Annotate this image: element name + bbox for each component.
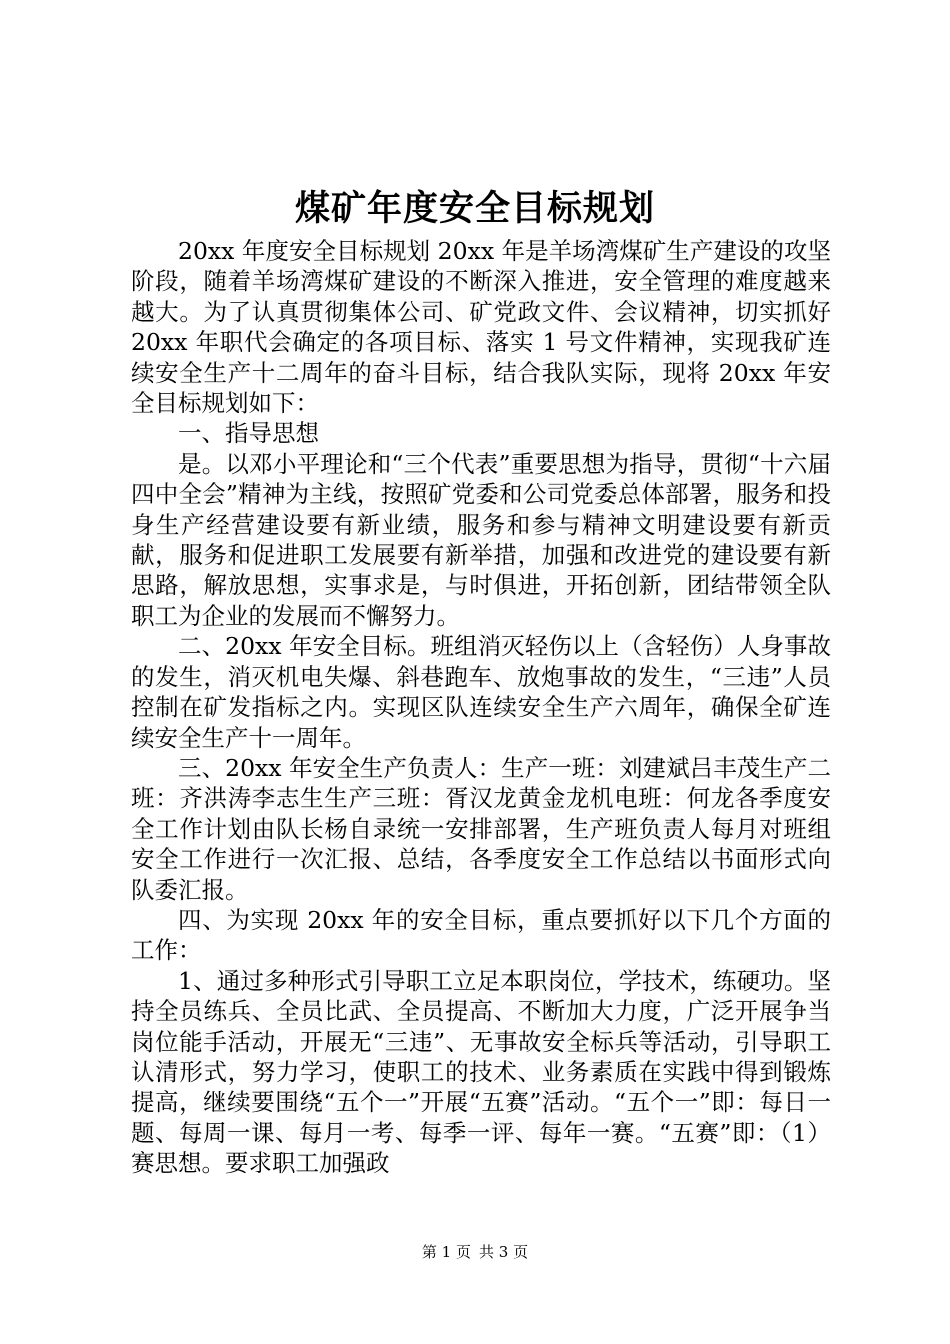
paragraph-responsible-persons: 三、20xx 年安全生产负责人：生产一班：刘建斌吕丰茂生产二班：齐洪涛李志生生产三班：胥汉龙黄金龙机电班：何龙各季度安全工作计划由队长杨自录统一安排部署，生产班负责人每月对班组安全工作进行一次汇报、总结，各季度安全工作总结以书面形式向队委汇报。	[131, 753, 831, 904]
paragraph-guiding-ideology: 是。以邓小平理论和“三个代表”重要思想为指导，贯彻“十六届四中全会”精神为主线，按照矿党委和公司党委总体部署，服务和投身生产经营建设要有新业绩，服务和参与精神文明建设要有新贡献，服务和促进职工发展要有新举措，加强和改进党的建设要有新思路，解放思想，实事求是，与时俱进，开拓创新，团结带领全队职工为企业的发展而不懈努力。	[131, 449, 831, 630]
document-title: 煤矿年度安全目标规划	[294, 188, 655, 229]
document-body	[131, 236, 831, 1179]
page-number: 第 1 页	[421, 1243, 471, 1261]
page-total: 共 3 页	[479, 1243, 529, 1261]
heading-guiding-ideology: 一、指导思想	[178, 419, 319, 448]
paragraph-intro: 20xx 年度安全目标规划 20xx 年是羊场湾煤矿生产建设的攻坚阶段，随着羊场湾煤矿建设的不断深入推进，安全管理的难度越来越大。为了认真贯彻集体公司、矿党政文件、会议精神，切实抓好 20xx 年职代会确定的各项目标、落实 1 号文件精神，实现我矿连续安全生产十二周年的奋斗目标，结合我队实际，现将 20xx 年安全目标规划如下：	[131, 237, 831, 418]
paragraph-item-1: 1、通过多种形式引导职工立足本职岗位，学技术，练硬功。坚持全员练兵、全员比武、全员提高、不断加大力度，广泛开展争当岗位能手活动，开展无“三违”、无事故安全标兵等活动，引导职工认清形式，努力学习，使职工的技术、业务素质在实践中得到锻炼提高，继续要围绕“五个一”开展“五赛”活动。“五个一”即：每日一题、每周一课、每月一考、每季一评、每年一赛。“五赛”即：（1）赛思想。要求职工加强政	[131, 966, 831, 1178]
paragraph-safety-goals: 二、20xx 年安全目标。班组消灭轻伤以上（含轻伤）人身事故的发生，消灭机电失爆、斜巷跑车、放炮事故的发生，“三违”人员控制在矿发指标之内。实现区队连续安全生产六周年，确保全矿连续安全生产十一周年。	[131, 632, 831, 752]
paragraph-key-work: 四、为实现 20xx 年的安全目标，重点要抓好以下几个方面的工作：	[131, 905, 831, 965]
page-footer	[0, 1242, 950, 1262]
